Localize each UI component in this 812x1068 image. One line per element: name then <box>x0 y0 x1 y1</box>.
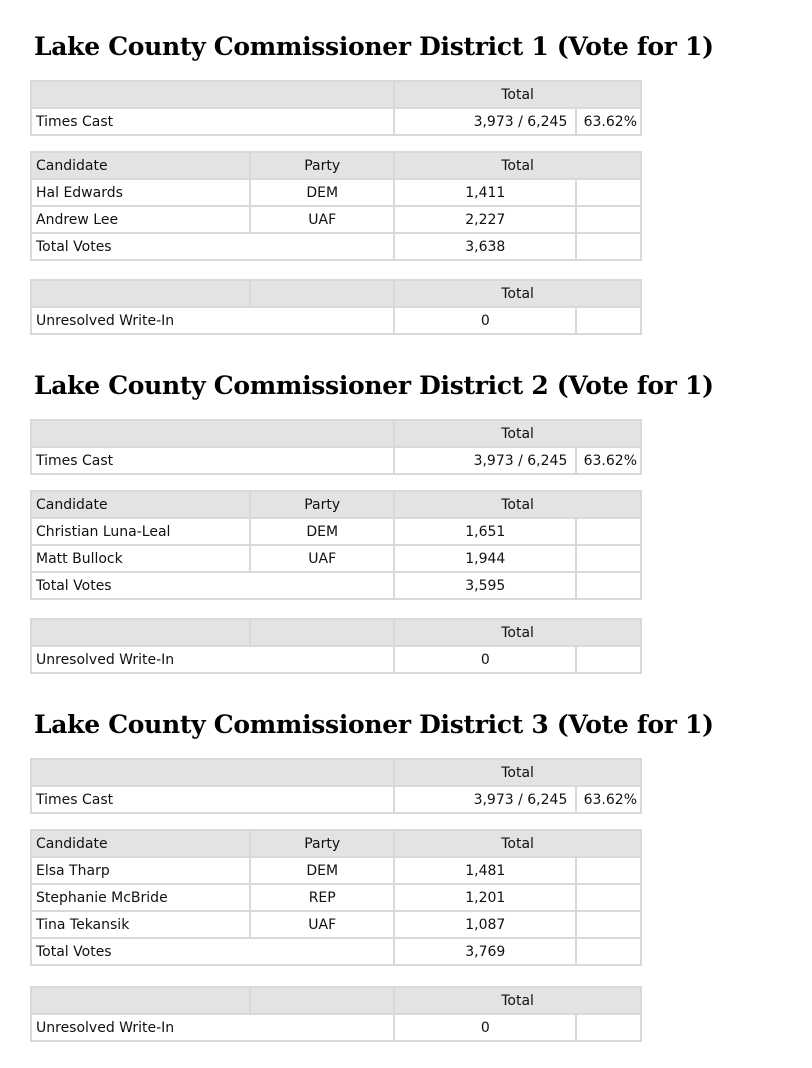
header-blank-cell <box>250 280 394 307</box>
candidate-total: 1,201 <box>394 884 576 911</box>
header-blank-cell <box>250 619 394 646</box>
candidate-party: REP <box>250 884 394 911</box>
total-header: Total <box>394 759 641 786</box>
candidates-header-row <box>31 491 641 518</box>
empty-cell <box>576 206 641 233</box>
write-in-row <box>31 646 641 673</box>
race-title: Lake County Commissioner District 1 (Vote for 1) <box>34 32 714 61</box>
total-header: Total <box>394 491 641 518</box>
write-in-header-row <box>31 280 641 307</box>
header-blank-cell <box>31 420 394 447</box>
empty-cell <box>576 884 641 911</box>
write-in-table <box>30 986 642 1042</box>
times-cast-table <box>30 419 642 475</box>
total-votes-label: Total Votes <box>31 572 394 599</box>
times-cast-label: Times Cast <box>31 447 394 474</box>
empty-cell <box>576 307 641 334</box>
candidates-header-row <box>31 152 641 179</box>
candidate-party: UAF <box>250 545 394 572</box>
candidate-party: UAF <box>250 911 394 938</box>
times-cast-row <box>31 786 641 813</box>
candidate-row <box>31 518 641 545</box>
write-in-row <box>31 1014 641 1041</box>
empty-cell <box>576 646 641 673</box>
candidate-row <box>31 911 641 938</box>
total-header: Total <box>394 420 641 447</box>
candidate-row <box>31 884 641 911</box>
total-votes-label: Total Votes <box>31 938 394 965</box>
header-blank-cell <box>31 619 250 646</box>
total-header: Total <box>394 830 641 857</box>
candidate-party: UAF <box>250 206 394 233</box>
empty-cell <box>576 233 641 260</box>
total-votes-value: 3,638 <box>394 233 576 260</box>
candidate-row <box>31 857 641 884</box>
candidate-name: Hal Edwards <box>31 179 250 206</box>
empty-cell <box>576 857 641 884</box>
candidate-total: 1,411 <box>394 179 576 206</box>
total-votes-row <box>31 233 641 260</box>
write-in-label: Unresolved Write-In <box>31 646 394 673</box>
candidate-name: Christian Luna-Leal <box>31 518 250 545</box>
write-in-header-row <box>31 987 641 1014</box>
write-in-value: 0 <box>394 307 576 334</box>
total-votes-row <box>31 938 641 965</box>
candidate-total: 2,227 <box>394 206 576 233</box>
candidate-header: Candidate <box>31 491 250 518</box>
total-header: Total <box>394 280 641 307</box>
party-header: Party <box>250 152 394 179</box>
total-header: Total <box>394 81 641 108</box>
candidate-total: 1,087 <box>394 911 576 938</box>
candidates-table <box>30 829 642 966</box>
candidate-name: Elsa Tharp <box>31 857 250 884</box>
total-header: Total <box>394 619 641 646</box>
times-cast-label: Times Cast <box>31 108 394 135</box>
times-cast-header-row <box>31 759 641 786</box>
empty-cell <box>576 572 641 599</box>
times-cast-row <box>31 447 641 474</box>
candidate-party: DEM <box>250 179 394 206</box>
candidate-total: 1,481 <box>394 857 576 884</box>
header-blank-cell <box>31 280 250 307</box>
write-in-value: 0 <box>394 1014 576 1041</box>
times-cast-value: 3,973 / 6,245 <box>394 786 576 813</box>
times-cast-table <box>30 758 642 814</box>
total-header: Total <box>394 152 641 179</box>
party-header: Party <box>250 491 394 518</box>
total-votes-row <box>31 572 641 599</box>
empty-cell <box>576 179 641 206</box>
empty-cell <box>576 518 641 545</box>
candidates-table <box>30 151 642 261</box>
times-cast-value: 3,973 / 6,245 <box>394 108 576 135</box>
header-blank-cell <box>31 759 394 786</box>
write-in-label: Unresolved Write-In <box>31 307 394 334</box>
empty-cell <box>576 938 641 965</box>
race-title: Lake County Commissioner District 2 (Vote for 1) <box>34 371 714 400</box>
candidate-total: 1,651 <box>394 518 576 545</box>
times-cast-percent: 63.62% <box>576 786 641 813</box>
times-cast-percent: 63.62% <box>576 108 641 135</box>
candidate-row <box>31 206 641 233</box>
times-cast-row <box>31 108 641 135</box>
race-title: Lake County Commissioner District 3 (Vote for 1) <box>34 710 714 739</box>
total-votes-label: Total Votes <box>31 233 394 260</box>
candidate-party: DEM <box>250 857 394 884</box>
candidate-total: 1,944 <box>394 545 576 572</box>
header-blank-cell <box>250 987 394 1014</box>
times-cast-percent: 63.62% <box>576 447 641 474</box>
candidate-header: Candidate <box>31 152 250 179</box>
write-in-row <box>31 307 641 334</box>
candidate-header: Candidate <box>31 830 250 857</box>
header-blank-cell <box>31 81 394 108</box>
candidate-row <box>31 545 641 572</box>
empty-cell <box>576 545 641 572</box>
write-in-header-row <box>31 619 641 646</box>
candidate-name: Tina Tekansik <box>31 911 250 938</box>
empty-cell <box>576 1014 641 1041</box>
total-votes-value: 3,769 <box>394 938 576 965</box>
write-in-table <box>30 279 642 335</box>
candidate-name: Andrew Lee <box>31 206 250 233</box>
empty-cell <box>576 911 641 938</box>
candidates-table <box>30 490 642 600</box>
candidates-header-row <box>31 830 641 857</box>
times-cast-header-row <box>31 81 641 108</box>
total-header: Total <box>394 987 641 1014</box>
candidate-row <box>31 179 641 206</box>
times-cast-value: 3,973 / 6,245 <box>394 447 576 474</box>
candidate-name: Stephanie McBride <box>31 884 250 911</box>
header-blank-cell <box>31 987 250 1014</box>
write-in-label: Unresolved Write-In <box>31 1014 394 1041</box>
candidate-name: Matt Bullock <box>31 545 250 572</box>
times-cast-header-row <box>31 420 641 447</box>
times-cast-table <box>30 80 642 136</box>
times-cast-label: Times Cast <box>31 786 394 813</box>
write-in-table <box>30 618 642 674</box>
total-votes-value: 3,595 <box>394 572 576 599</box>
write-in-value: 0 <box>394 646 576 673</box>
party-header: Party <box>250 830 394 857</box>
candidate-party: DEM <box>250 518 394 545</box>
